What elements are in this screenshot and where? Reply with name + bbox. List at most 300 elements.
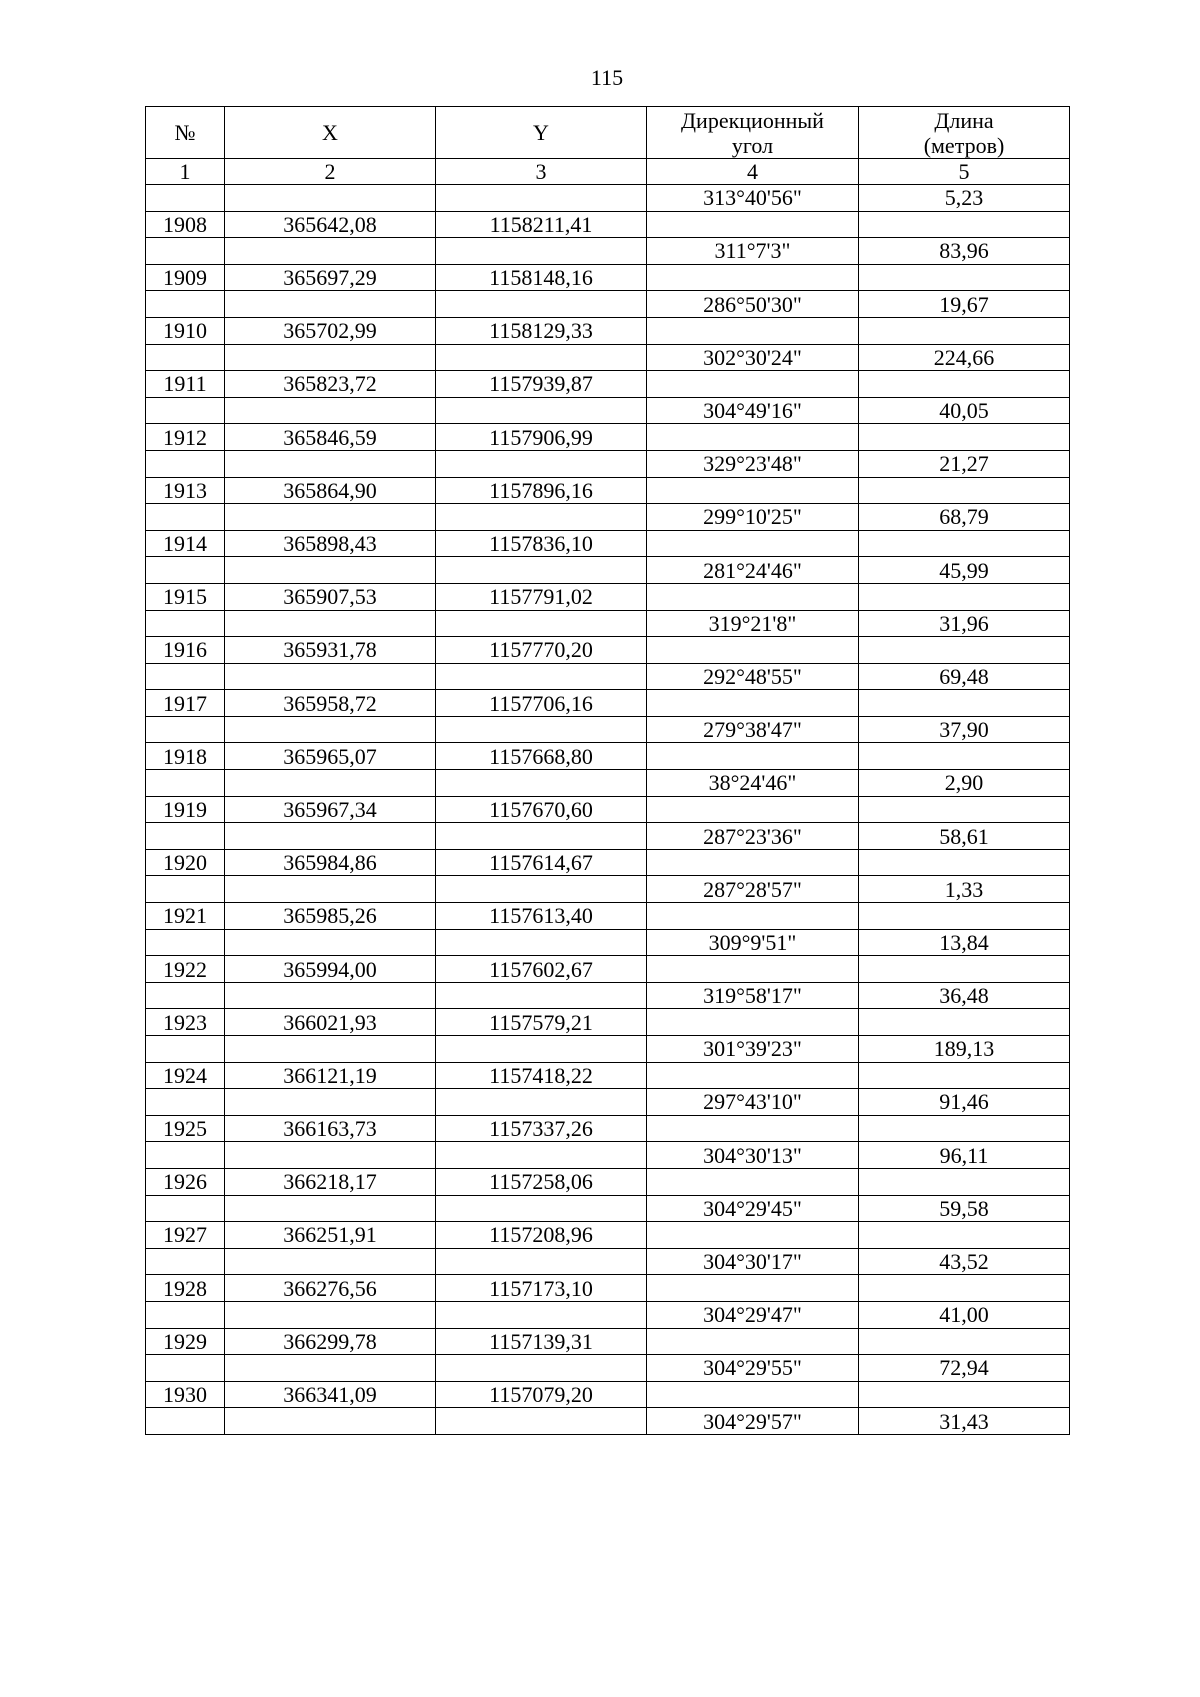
point-row <box>146 903 1070 930</box>
cell-x: 366121,19 <box>225 1062 436 1089</box>
cell-point-number <box>146 344 225 371</box>
cell-y: 1158148,16 <box>436 264 647 291</box>
cell-x: 366341,09 <box>225 1381 436 1408</box>
cell-point-number: 1927 <box>146 1222 225 1249</box>
cell-y <box>436 929 647 956</box>
cell-length <box>859 264 1070 291</box>
page-number: 115 <box>590 65 624 90</box>
cell-direction-angle: 304°29'47" <box>647 1301 859 1328</box>
cell-y <box>436 610 647 637</box>
cell-length <box>859 1168 1070 1195</box>
cell-direction-angle <box>647 1168 859 1195</box>
cell-direction-angle <box>647 903 859 930</box>
cell-length <box>859 743 1070 770</box>
cell-point-number <box>146 557 225 584</box>
cell-x <box>225 823 436 850</box>
cell-length: 19,67 <box>859 291 1070 318</box>
segment-row <box>146 1408 1070 1435</box>
cell-length: 43,52 <box>859 1248 1070 1275</box>
cell-direction-angle: 287°28'57" <box>647 876 859 903</box>
cell-y <box>436 1036 647 1063</box>
cell-y <box>436 1089 647 1116</box>
cell-y: 1158129,33 <box>436 317 647 344</box>
header-length-line2: (метров) <box>923 132 1005 158</box>
cell-direction-angle: 304°29'45" <box>647 1195 859 1222</box>
cell-point-number: 1930 <box>146 1381 225 1408</box>
table-body <box>146 185 1070 1435</box>
cell-point-number: 1913 <box>146 477 225 504</box>
cell-y <box>436 982 647 1009</box>
point-row <box>146 1328 1070 1355</box>
cell-direction-angle: 281°24'46" <box>647 557 859 584</box>
cell-direction-angle <box>647 424 859 451</box>
cell-direction-angle: 292°48'55" <box>647 663 859 690</box>
cell-direction-angle <box>647 743 859 770</box>
cell-point-number: 1921 <box>146 903 225 930</box>
cell-length <box>859 903 1070 930</box>
cell-y <box>436 1301 647 1328</box>
cell-length: 21,27 <box>859 450 1070 477</box>
cell-point-number: 1922 <box>146 956 225 983</box>
cell-x: 366163,73 <box>225 1115 436 1142</box>
cell-x: 365898,43 <box>225 530 436 557</box>
cell-point-number <box>146 504 225 531</box>
cell-direction-angle: 319°58'17" <box>647 982 859 1009</box>
cell-length <box>859 211 1070 238</box>
point-row <box>146 1062 1070 1089</box>
cell-direction-angle: 304°30'13" <box>647 1142 859 1169</box>
cell-x: 366276,56 <box>225 1275 436 1302</box>
cell-y <box>436 450 647 477</box>
cell-y <box>436 663 647 690</box>
cell-length: 13,84 <box>859 929 1070 956</box>
cell-point-number <box>146 1301 225 1328</box>
cell-length <box>859 371 1070 398</box>
cell-x <box>225 291 436 318</box>
point-row <box>146 371 1070 398</box>
cell-direction-angle: 287°23'36" <box>647 823 859 850</box>
cell-x <box>225 1036 436 1063</box>
cell-y <box>436 876 647 903</box>
cell-y: 1157418,22 <box>436 1062 647 1089</box>
cell-x: 365931,78 <box>225 637 436 664</box>
cell-x <box>225 1248 436 1275</box>
cell-x <box>225 1195 436 1222</box>
cell-y: 1157670,60 <box>436 796 647 823</box>
cell-length: 96,11 <box>859 1142 1070 1169</box>
cell-direction-angle <box>647 477 859 504</box>
cell-length: 68,79 <box>859 504 1070 531</box>
cell-length: 58,61 <box>859 823 1070 850</box>
cell-y <box>436 823 647 850</box>
segment-row <box>146 929 1070 956</box>
cell-length: 189,13 <box>859 1036 1070 1063</box>
cell-y: 1157791,02 <box>436 583 647 610</box>
cell-x: 365958,72 <box>225 690 436 717</box>
cell-x <box>225 1142 436 1169</box>
cell-length <box>859 583 1070 610</box>
cell-length <box>859 1381 1070 1408</box>
cell-x <box>225 929 436 956</box>
segment-row <box>146 663 1070 690</box>
cell-length: 72,94 <box>859 1355 1070 1382</box>
cell-point-number: 1926 <box>146 1168 225 1195</box>
cell-y: 1157173,10 <box>436 1275 647 1302</box>
cell-direction-angle: 304°29'57" <box>647 1408 859 1435</box>
cell-direction-angle: 304°49'16" <box>647 397 859 424</box>
coordinates-table <box>145 106 1070 1435</box>
cell-x <box>225 1408 436 1435</box>
cell-direction-angle <box>647 371 859 398</box>
segment-row <box>146 238 1070 265</box>
cell-length <box>859 1222 1070 1249</box>
cell-length <box>859 690 1070 717</box>
cell-y: 1157668,80 <box>436 743 647 770</box>
point-row <box>146 690 1070 717</box>
cell-direction-angle: 329°23'48" <box>647 450 859 477</box>
cell-length: 36,48 <box>859 982 1070 1009</box>
cell-length: 40,05 <box>859 397 1070 424</box>
cell-point-number <box>146 1089 225 1116</box>
cell-point-number <box>146 610 225 637</box>
cell-direction-angle <box>647 264 859 291</box>
cell-length: 31,43 <box>859 1408 1070 1435</box>
header-point-number: № <box>146 107 225 159</box>
cell-point-number: 1916 <box>146 637 225 664</box>
segment-row <box>146 291 1070 318</box>
cell-point-number: 1924 <box>146 1062 225 1089</box>
point-row <box>146 211 1070 238</box>
cell-x <box>225 610 436 637</box>
cell-point-number: 1917 <box>146 690 225 717</box>
cell-y: 1157770,20 <box>436 637 647 664</box>
cell-y: 1157896,16 <box>436 477 647 504</box>
cell-x <box>225 557 436 584</box>
cell-point-number <box>146 876 225 903</box>
cell-length: 5,23 <box>859 185 1070 212</box>
column-number: 1 <box>146 159 225 185</box>
cell-direction-angle <box>647 211 859 238</box>
point-row <box>146 1009 1070 1036</box>
cell-direction-angle <box>647 796 859 823</box>
cell-x: 365985,26 <box>225 903 436 930</box>
cell-length <box>859 1328 1070 1355</box>
cell-point-number <box>146 929 225 956</box>
segment-row <box>146 876 1070 903</box>
point-row <box>146 264 1070 291</box>
point-row <box>146 637 1070 664</box>
cell-y <box>436 344 647 371</box>
segment-row <box>146 450 1070 477</box>
point-row <box>146 1381 1070 1408</box>
cell-direction-angle: 313°40'56" <box>647 185 859 212</box>
cell-point-number <box>146 1355 225 1382</box>
point-row <box>146 849 1070 876</box>
cell-point-number: 1923 <box>146 1009 225 1036</box>
cell-direction-angle <box>647 690 859 717</box>
cell-x: 365907,53 <box>225 583 436 610</box>
segment-row <box>146 504 1070 531</box>
cell-point-number <box>146 1408 225 1435</box>
cell-point-number <box>146 982 225 1009</box>
cell-point-number: 1915 <box>146 583 225 610</box>
cell-direction-angle <box>647 1009 859 1036</box>
cell-point-number <box>146 185 225 212</box>
cell-y <box>436 397 647 424</box>
cell-length: 1,33 <box>859 876 1070 903</box>
point-row <box>146 583 1070 610</box>
cell-x <box>225 770 436 797</box>
cell-x <box>225 1301 436 1328</box>
header-length-line1: Длина <box>934 107 994 133</box>
cell-length <box>859 424 1070 451</box>
point-row <box>146 796 1070 823</box>
cell-length: 41,00 <box>859 1301 1070 1328</box>
cell-point-number: 1911 <box>146 371 225 398</box>
cell-point-number <box>146 823 225 850</box>
cell-x: 365846,59 <box>225 424 436 451</box>
cell-point-number <box>146 770 225 797</box>
cell-point-number <box>146 1036 225 1063</box>
cell-y <box>436 1355 647 1382</box>
cell-direction-angle: 309°9'51" <box>647 929 859 956</box>
cell-point-number <box>146 663 225 690</box>
cell-x <box>225 1355 436 1382</box>
point-row <box>146 1275 1070 1302</box>
cell-x: 365864,90 <box>225 477 436 504</box>
cell-direction-angle: 286°50'30" <box>647 291 859 318</box>
cell-x <box>225 716 436 743</box>
cell-point-number: 1919 <box>146 796 225 823</box>
cell-point-number: 1925 <box>146 1115 225 1142</box>
cell-point-number: 1912 <box>146 424 225 451</box>
cell-x <box>225 1089 436 1116</box>
cell-x <box>225 344 436 371</box>
segment-row <box>146 557 1070 584</box>
segment-row <box>146 1301 1070 1328</box>
cell-x: 365984,86 <box>225 849 436 876</box>
cell-length <box>859 317 1070 344</box>
cell-y: 1157706,16 <box>436 690 647 717</box>
cell-length: 45,99 <box>859 557 1070 584</box>
point-row <box>146 317 1070 344</box>
cell-length: 69,48 <box>859 663 1070 690</box>
cell-direction-angle: 319°21'8" <box>647 610 859 637</box>
cell-y <box>436 1195 647 1222</box>
cell-direction-angle <box>647 1062 859 1089</box>
cell-x <box>225 185 436 212</box>
point-row <box>146 424 1070 451</box>
cell-y: 1158211,41 <box>436 211 647 238</box>
cell-direction-angle: 279°38'47" <box>647 716 859 743</box>
cell-y <box>436 1142 647 1169</box>
header-length <box>859 107 1070 159</box>
cell-direction-angle: 302°30'24" <box>647 344 859 371</box>
header-x: X <box>225 107 436 159</box>
cell-x: 365967,34 <box>225 796 436 823</box>
cell-length <box>859 1115 1070 1142</box>
cell-direction-angle <box>647 849 859 876</box>
cell-y <box>436 770 647 797</box>
cell-x: 366251,91 <box>225 1222 436 1249</box>
cell-direction-angle <box>647 1381 859 1408</box>
cell-point-number <box>146 1142 225 1169</box>
cell-point-number: 1910 <box>146 317 225 344</box>
segment-row <box>146 1036 1070 1063</box>
cell-length: 37,90 <box>859 716 1070 743</box>
segment-row <box>146 1355 1070 1382</box>
column-number-row <box>146 159 1070 185</box>
point-row <box>146 743 1070 770</box>
cell-direction-angle: 297°43'10" <box>647 1089 859 1116</box>
point-row <box>146 1222 1070 1249</box>
cell-length: 83,96 <box>859 238 1070 265</box>
cell-y: 1157836,10 <box>436 530 647 557</box>
segment-row <box>146 344 1070 371</box>
segment-row <box>146 185 1070 212</box>
cell-point-number: 1908 <box>146 211 225 238</box>
cell-direction-angle <box>647 1275 859 1302</box>
cell-direction-angle: 38°24'46" <box>647 770 859 797</box>
column-number: 2 <box>225 159 436 185</box>
cell-direction-angle <box>647 1222 859 1249</box>
cell-x <box>225 450 436 477</box>
cell-point-number: 1909 <box>146 264 225 291</box>
header-y: Y <box>436 107 647 159</box>
segment-row <box>146 982 1070 1009</box>
cell-point-number: 1918 <box>146 743 225 770</box>
cell-y <box>436 185 647 212</box>
point-row <box>146 956 1070 983</box>
cell-y: 1157337,26 <box>436 1115 647 1142</box>
cell-direction-angle: 304°30'17" <box>647 1248 859 1275</box>
cell-x: 365994,00 <box>225 956 436 983</box>
header-direction-angle-line2: угол <box>731 132 774 158</box>
cell-point-number <box>146 397 225 424</box>
cell-point-number <box>146 1195 225 1222</box>
cell-y <box>436 716 647 743</box>
cell-point-number <box>146 450 225 477</box>
segment-row <box>146 1089 1070 1116</box>
cell-point-number: 1914 <box>146 530 225 557</box>
cell-length <box>859 1009 1070 1036</box>
segment-row <box>146 1195 1070 1222</box>
cell-direction-angle <box>647 583 859 610</box>
header-direction-angle <box>647 107 859 159</box>
cell-length: 91,46 <box>859 1089 1070 1116</box>
cell-x: 366218,17 <box>225 1168 436 1195</box>
cell-length <box>859 956 1070 983</box>
cell-point-number <box>146 238 225 265</box>
cell-point-number <box>146 716 225 743</box>
cell-y: 1157602,67 <box>436 956 647 983</box>
column-number: 5 <box>859 159 1070 185</box>
cell-y: 1157139,31 <box>436 1328 647 1355</box>
cell-y <box>436 291 647 318</box>
segment-row <box>146 823 1070 850</box>
cell-x: 366021,93 <box>225 1009 436 1036</box>
cell-direction-angle <box>647 317 859 344</box>
cell-y: 1157614,67 <box>436 849 647 876</box>
cell-x: 365642,08 <box>225 211 436 238</box>
segment-row <box>146 610 1070 637</box>
cell-y: 1157613,40 <box>436 903 647 930</box>
cell-direction-angle <box>647 1115 859 1142</box>
cell-x <box>225 504 436 531</box>
cell-direction-angle: 301°39'23" <box>647 1036 859 1063</box>
cell-length <box>859 1062 1070 1089</box>
cell-point-number <box>146 1248 225 1275</box>
cell-x <box>225 238 436 265</box>
cell-length <box>859 637 1070 664</box>
segment-row <box>146 716 1070 743</box>
cell-y <box>436 1408 647 1435</box>
cell-direction-angle: 311°7'3" <box>647 238 859 265</box>
header-direction-angle-line1: Дирекционный <box>681 107 824 133</box>
segment-row <box>146 1248 1070 1275</box>
cell-x <box>225 876 436 903</box>
column-number: 4 <box>647 159 859 185</box>
cell-x: 365702,99 <box>225 317 436 344</box>
cell-y <box>436 557 647 584</box>
point-row <box>146 477 1070 504</box>
cell-y: 1157079,20 <box>436 1381 647 1408</box>
cell-direction-angle <box>647 956 859 983</box>
cell-length: 59,58 <box>859 1195 1070 1222</box>
cell-y: 1157939,87 <box>436 371 647 398</box>
cell-length: 31,96 <box>859 610 1070 637</box>
cell-direction-angle <box>647 1328 859 1355</box>
cell-length <box>859 849 1070 876</box>
cell-point-number: 1929 <box>146 1328 225 1355</box>
cell-length <box>859 477 1070 504</box>
segment-row <box>146 397 1070 424</box>
cell-x <box>225 663 436 690</box>
cell-length: 224,66 <box>859 344 1070 371</box>
cell-point-number: 1928 <box>146 1275 225 1302</box>
cell-point-number <box>146 291 225 318</box>
cell-x: 365697,29 <box>225 264 436 291</box>
cell-point-number: 1920 <box>146 849 225 876</box>
cell-y: 1157258,06 <box>436 1168 647 1195</box>
table-header-row <box>146 107 1070 159</box>
cell-y <box>436 1248 647 1275</box>
cell-direction-angle <box>647 530 859 557</box>
segment-row <box>146 1142 1070 1169</box>
point-row <box>146 530 1070 557</box>
cell-y: 1157906,99 <box>436 424 647 451</box>
cell-direction-angle: 304°29'55" <box>647 1355 859 1382</box>
cell-y: 1157579,21 <box>436 1009 647 1036</box>
cell-length <box>859 530 1070 557</box>
point-row <box>146 1115 1070 1142</box>
point-row <box>146 1168 1070 1195</box>
cell-direction-angle <box>647 637 859 664</box>
cell-x: 365965,07 <box>225 743 436 770</box>
cell-x <box>225 397 436 424</box>
column-number: 3 <box>436 159 647 185</box>
cell-length <box>859 796 1070 823</box>
cell-length: 2,90 <box>859 770 1070 797</box>
cell-length <box>859 1275 1070 1302</box>
cell-y <box>436 238 647 265</box>
cell-x: 365823,72 <box>225 371 436 398</box>
segment-row <box>146 770 1070 797</box>
cell-y: 1157208,96 <box>436 1222 647 1249</box>
cell-y <box>436 504 647 531</box>
cell-direction-angle: 299°10'25" <box>647 504 859 531</box>
cell-x <box>225 982 436 1009</box>
